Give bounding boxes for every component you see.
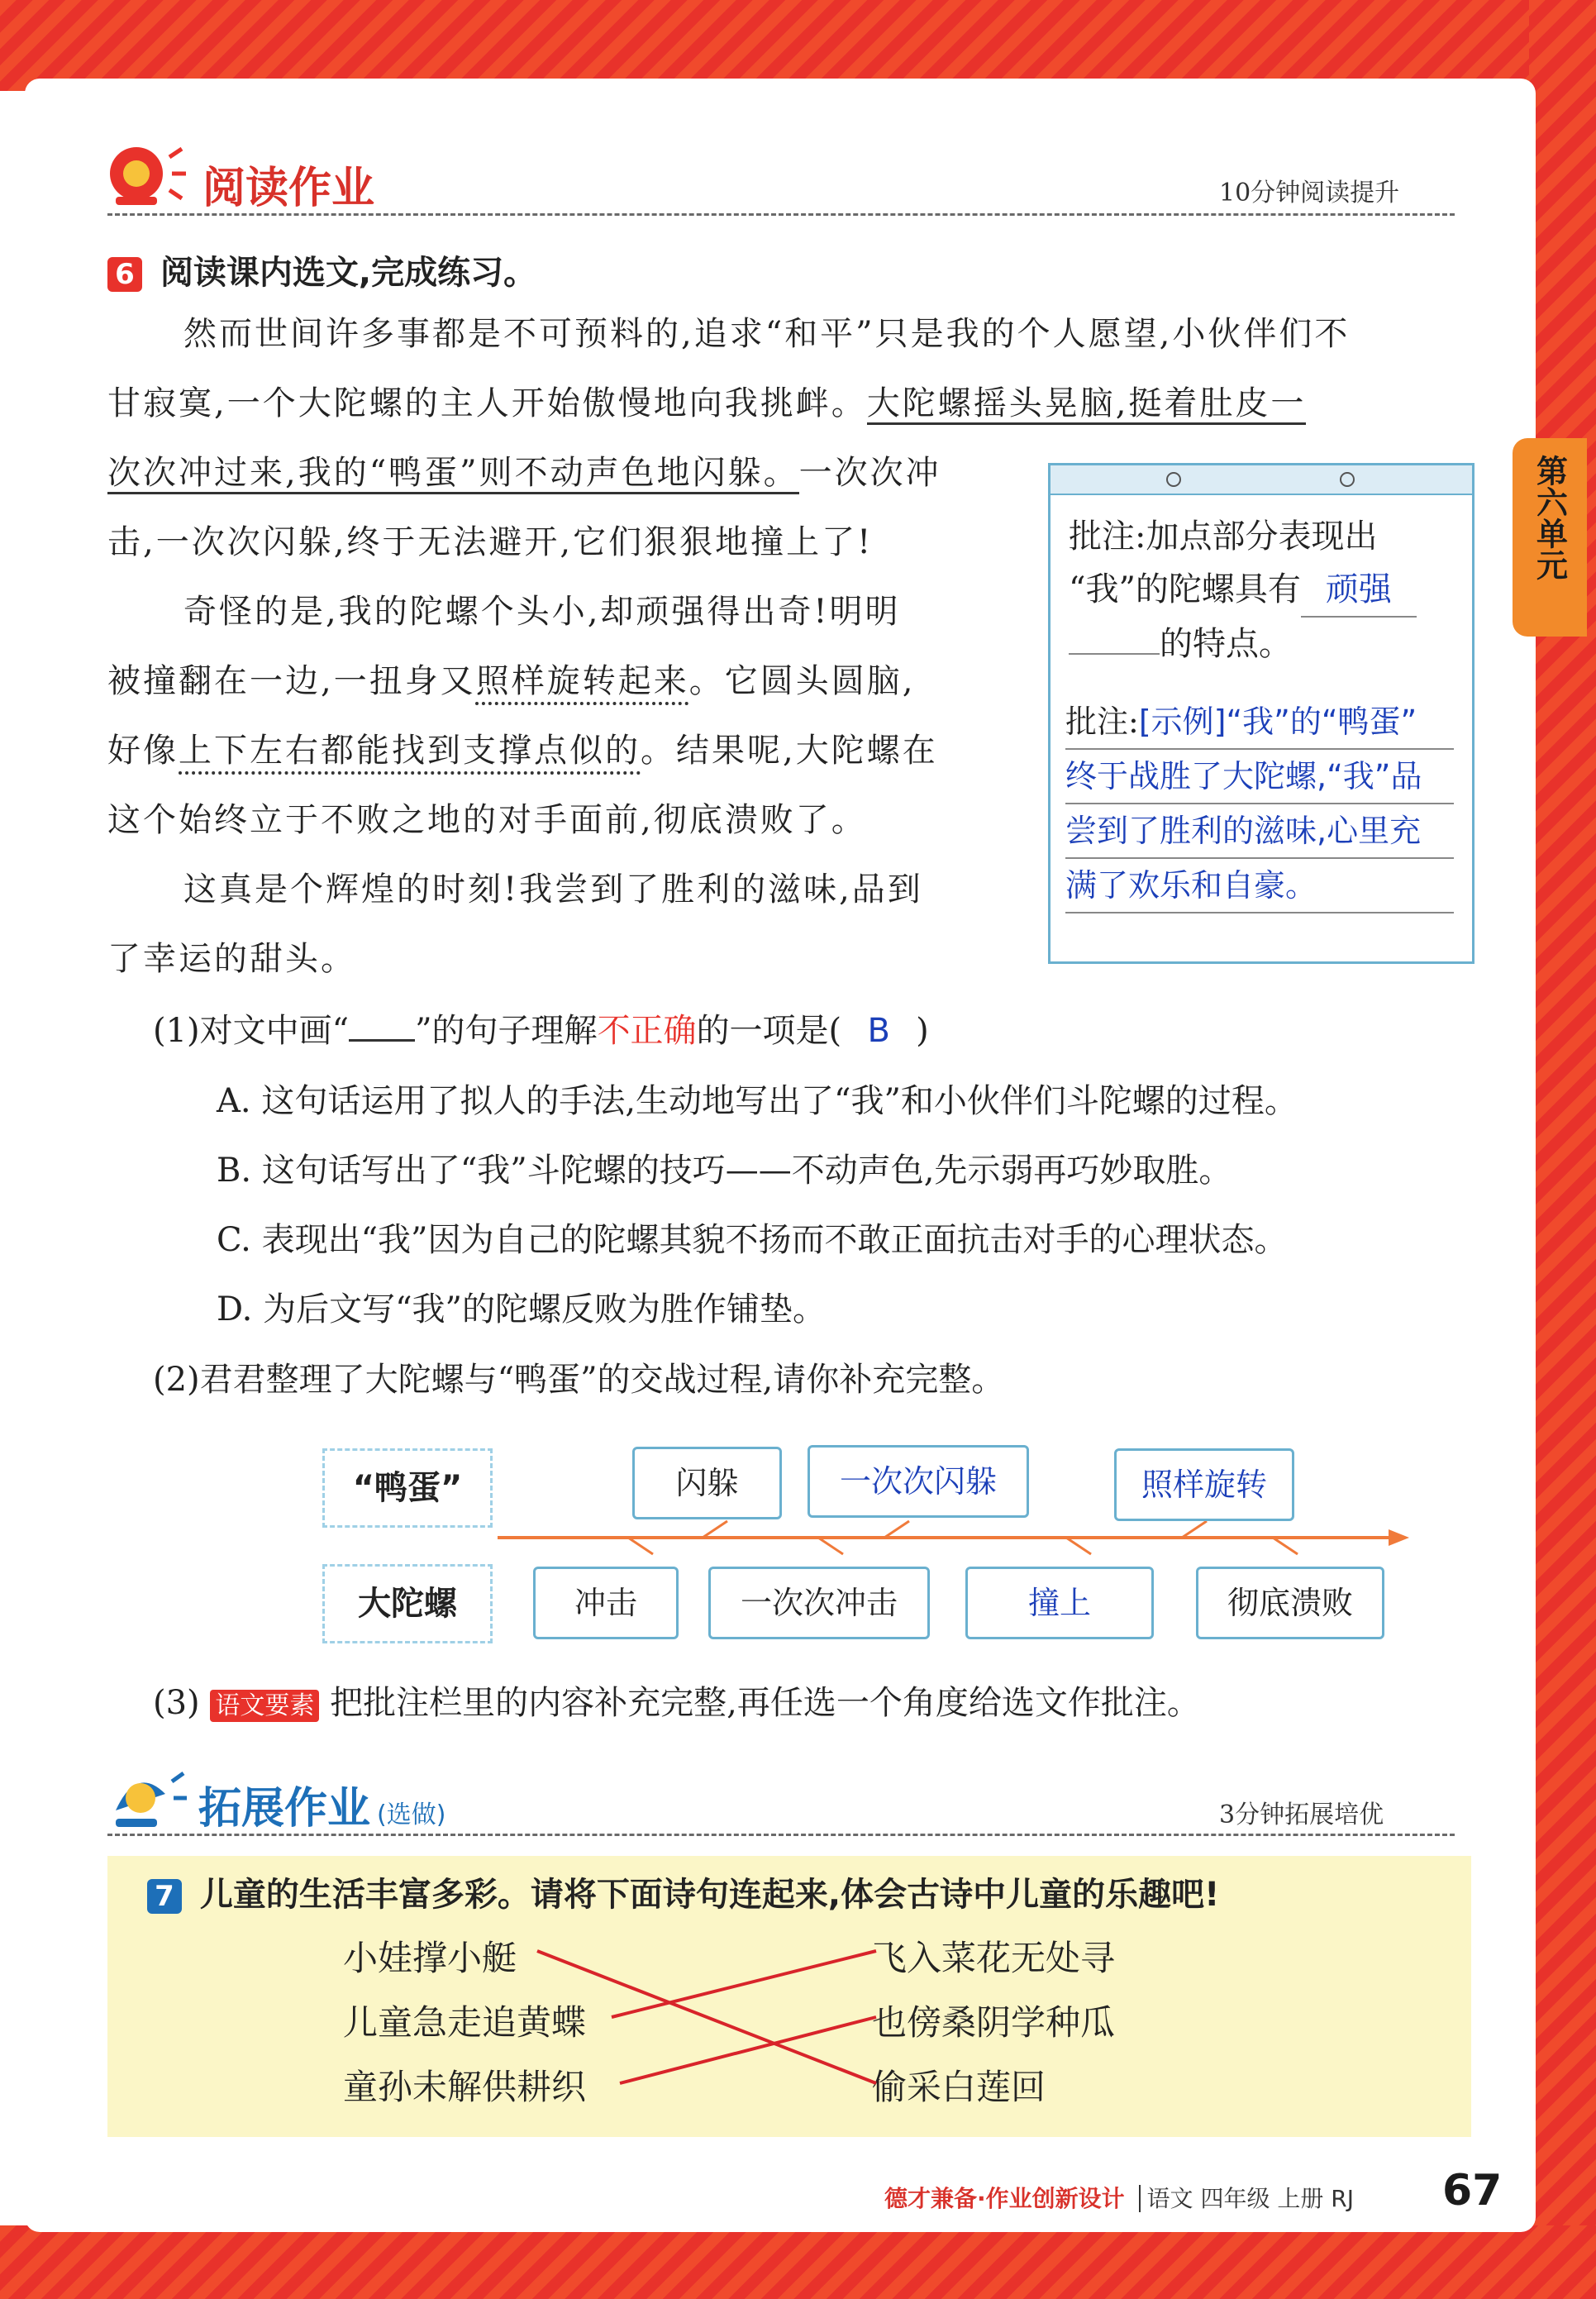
diagram-label-bigtop: 大陀螺 xyxy=(322,1564,493,1643)
sub1-text: ”的句子理解 xyxy=(415,1012,598,1050)
diagram-box-bottom-1: 冲击 xyxy=(533,1567,679,1639)
poem-left-item: 儿童急走追黄蝶 xyxy=(343,2002,587,2043)
passage-text: 被撞翻在一边,一扭身又 xyxy=(107,662,476,700)
diagram-box-bottom-4: 彻底溃败 xyxy=(1196,1567,1384,1639)
passage-text: 。它圆头圆脑, xyxy=(688,662,916,700)
passage-line xyxy=(107,438,1017,508)
sub1-text: 的一项是( xyxy=(696,1012,842,1050)
q6-number: 6 xyxy=(107,257,142,292)
passage-line: 击,一次次闪躲,终于无法避开,它们狠狠地撞上了! xyxy=(107,523,874,561)
section-title-extension xyxy=(198,1773,445,1835)
poem-right-item: 也傍桑阴学种瓜 xyxy=(872,2002,1116,2043)
passage-line: 然而世间许多事都是不可预料的,追求“和平”只是我的个人愿望,小伙伴们不 xyxy=(183,315,1351,353)
annotation-1-text: 的特点。 xyxy=(1160,625,1292,663)
poem-right-item: 飞入菜花无处寻 xyxy=(872,1938,1116,1978)
sub1-emphasis: 不正确 xyxy=(597,1012,697,1050)
passage-line: 这个始终立于不败之地的对手面前,彻底溃败了。 xyxy=(107,801,867,839)
annotation-2-prefix: 批注: xyxy=(1065,704,1139,740)
q6-instruction-row xyxy=(107,246,536,293)
passage-text: 一次次冲 xyxy=(798,454,941,492)
annotation-card xyxy=(1048,463,1475,964)
passage-line xyxy=(107,716,1017,785)
q7-number: 7 xyxy=(147,1879,182,1914)
section-divider xyxy=(107,1834,1455,1836)
annotation-2-answer: 尝到了胜利的滋味,心里充 xyxy=(1065,804,1454,859)
section-subtitle-reading: 10分钟阅读提升 xyxy=(1219,179,1400,207)
diagram-label-duckegg: “鸭蛋” xyxy=(322,1448,493,1528)
sub1-text: ) xyxy=(916,1012,929,1050)
binder-hole-icon xyxy=(1166,472,1181,487)
sub3-tag-badge: 语文要素 xyxy=(210,1690,319,1722)
option-b: B. 这句话写出了“我”斗陀螺的技巧——不动声色,先示弱再巧妙取胜。 xyxy=(217,1152,1232,1190)
dotted-phrase: 上下左右都能找到支撑点似的 xyxy=(179,732,641,770)
sub3-number: (3) xyxy=(153,1684,200,1722)
megaphone-icon xyxy=(99,141,190,218)
passage-line: 这真是个辉煌的时刻!我尝到了胜利的滋味,品到 xyxy=(183,870,923,909)
poem-left-item: 小娃撑小艇 xyxy=(343,1938,517,1978)
sub3-text: 把批注栏里的内容补充完整,再任选一个角度给选文作批注。 xyxy=(330,1684,1200,1722)
sub1-options xyxy=(217,1066,1298,1344)
footer xyxy=(884,2181,1354,2214)
unit-side-tab xyxy=(1513,438,1587,637)
annotation-2-line xyxy=(1065,695,1454,750)
annotation-1-answer: 顽强 xyxy=(1301,563,1417,618)
underlined-sentence: 大陀螺摇头晃脑,挺着肚皮一 xyxy=(867,384,1307,425)
diagram-box-top-3: 照样旋转 xyxy=(1114,1448,1294,1521)
passage-line xyxy=(107,369,1479,438)
passage xyxy=(107,299,1479,438)
passage-left-column xyxy=(107,438,1017,994)
annotation-1-line xyxy=(1069,618,1472,670)
footer-brand: 德才兼备·作业创新设计 xyxy=(884,2185,1125,2212)
q6-sub2: (2)君君整理了大陀螺与“鸭蛋”的交战过程,请你补充完整。 xyxy=(153,1361,1005,1399)
passage-line: 了幸运的甜头。 xyxy=(107,940,356,978)
annotation-card-header xyxy=(1051,465,1472,495)
passage-text: 。结果呢,大陀螺在 xyxy=(641,732,938,770)
passage-text: 好像 xyxy=(107,732,179,770)
matching-lines xyxy=(496,1934,959,2116)
annotation-1-text: “我”的陀螺具有 xyxy=(1069,570,1301,608)
annotation-1-line xyxy=(1069,563,1472,618)
annotation-1 xyxy=(1051,495,1472,670)
decorative-border-right xyxy=(1529,0,1596,2299)
underline-symbol xyxy=(349,1006,415,1042)
diagram-box-bottom-2: 一次次冲击 xyxy=(708,1567,930,1639)
extension-title: 拓展作业 xyxy=(198,1784,371,1834)
passage-line: 奇怪的是,我的陀螺个头小,却顽强得出奇!明明 xyxy=(183,593,901,631)
q6-sub3 xyxy=(153,1668,1200,1741)
underlined-sentence: 次次冲过来,我的“鸭蛋”则不动声色地闪躲。 xyxy=(107,454,799,494)
option-a: A. 这句话运用了拟人的手法,生动地写出了“我”和小伙伴们斗陀螺的过程。 xyxy=(217,1082,1298,1120)
diagram-box-bottom-3: 撞上 xyxy=(965,1567,1154,1639)
annotation-2 xyxy=(1051,670,1472,913)
lamp-icon xyxy=(99,1761,190,1839)
decorative-border-top xyxy=(0,0,1596,91)
extension-title-note: (选做) xyxy=(377,1801,446,1829)
passage-text: 甘寂寞,一个大陀螺的主人开始傲慢地向我挑衅。 xyxy=(107,384,867,422)
sub1-text: (1)对文中画“ xyxy=(153,1012,350,1050)
diagram-box-top-1: 闪躲 xyxy=(632,1447,782,1519)
sub1-answer: B xyxy=(867,1012,890,1050)
section-divider xyxy=(107,213,1455,216)
binder-hole-icon xyxy=(1340,472,1355,487)
poem-right-item: 偷采白莲回 xyxy=(872,2067,1046,2107)
passage-line xyxy=(107,646,1017,716)
q6-sub1 xyxy=(153,996,929,1066)
footer-info: 语文 四年级 上册 RJ xyxy=(1139,2185,1354,2212)
annotation-2-answer: 终于战胜了大陀螺,“我”品 xyxy=(1065,750,1454,804)
annotation-1-line: 批注:加点部分表现出 xyxy=(1069,518,1378,556)
annotation-2-answer: 满了欢乐和自豪。 xyxy=(1065,859,1454,913)
poem-left-item: 童孙未解供耕织 xyxy=(343,2067,587,2107)
dotted-phrase: 照样旋转起来 xyxy=(475,662,689,700)
q7-instruction-row xyxy=(147,1868,1219,1915)
annotation-2-answer: [示例]“我”的“鸭蛋” xyxy=(1138,704,1417,740)
option-d: D. 为后文写“我”的陀螺反败为胜作铺垫。 xyxy=(217,1290,826,1328)
q6-instruction: 阅读课内选文,完成练习。 xyxy=(160,254,537,292)
diagram-box-top-2: 一次次闪躲 xyxy=(808,1445,1029,1518)
option-c: C. 表现出“我”因为自己的陀螺其貌不扬而不敢正面抗击对手的心理状态。 xyxy=(217,1221,1288,1259)
section-title-reading: 阅读作业 xyxy=(202,164,375,213)
section-subtitle-extension: 3分钟拓展培优 xyxy=(1219,1801,1384,1829)
q7-instruction: 儿童的生活丰富多彩。请将下面诗句连起来,体会古诗中儿童的乐趣吧! xyxy=(199,1876,1220,1914)
page-number: 67 xyxy=(1442,2166,1503,2216)
decorative-border-bottom xyxy=(0,2225,1596,2299)
unit-tab-label: 第六单元 xyxy=(1531,455,1568,580)
